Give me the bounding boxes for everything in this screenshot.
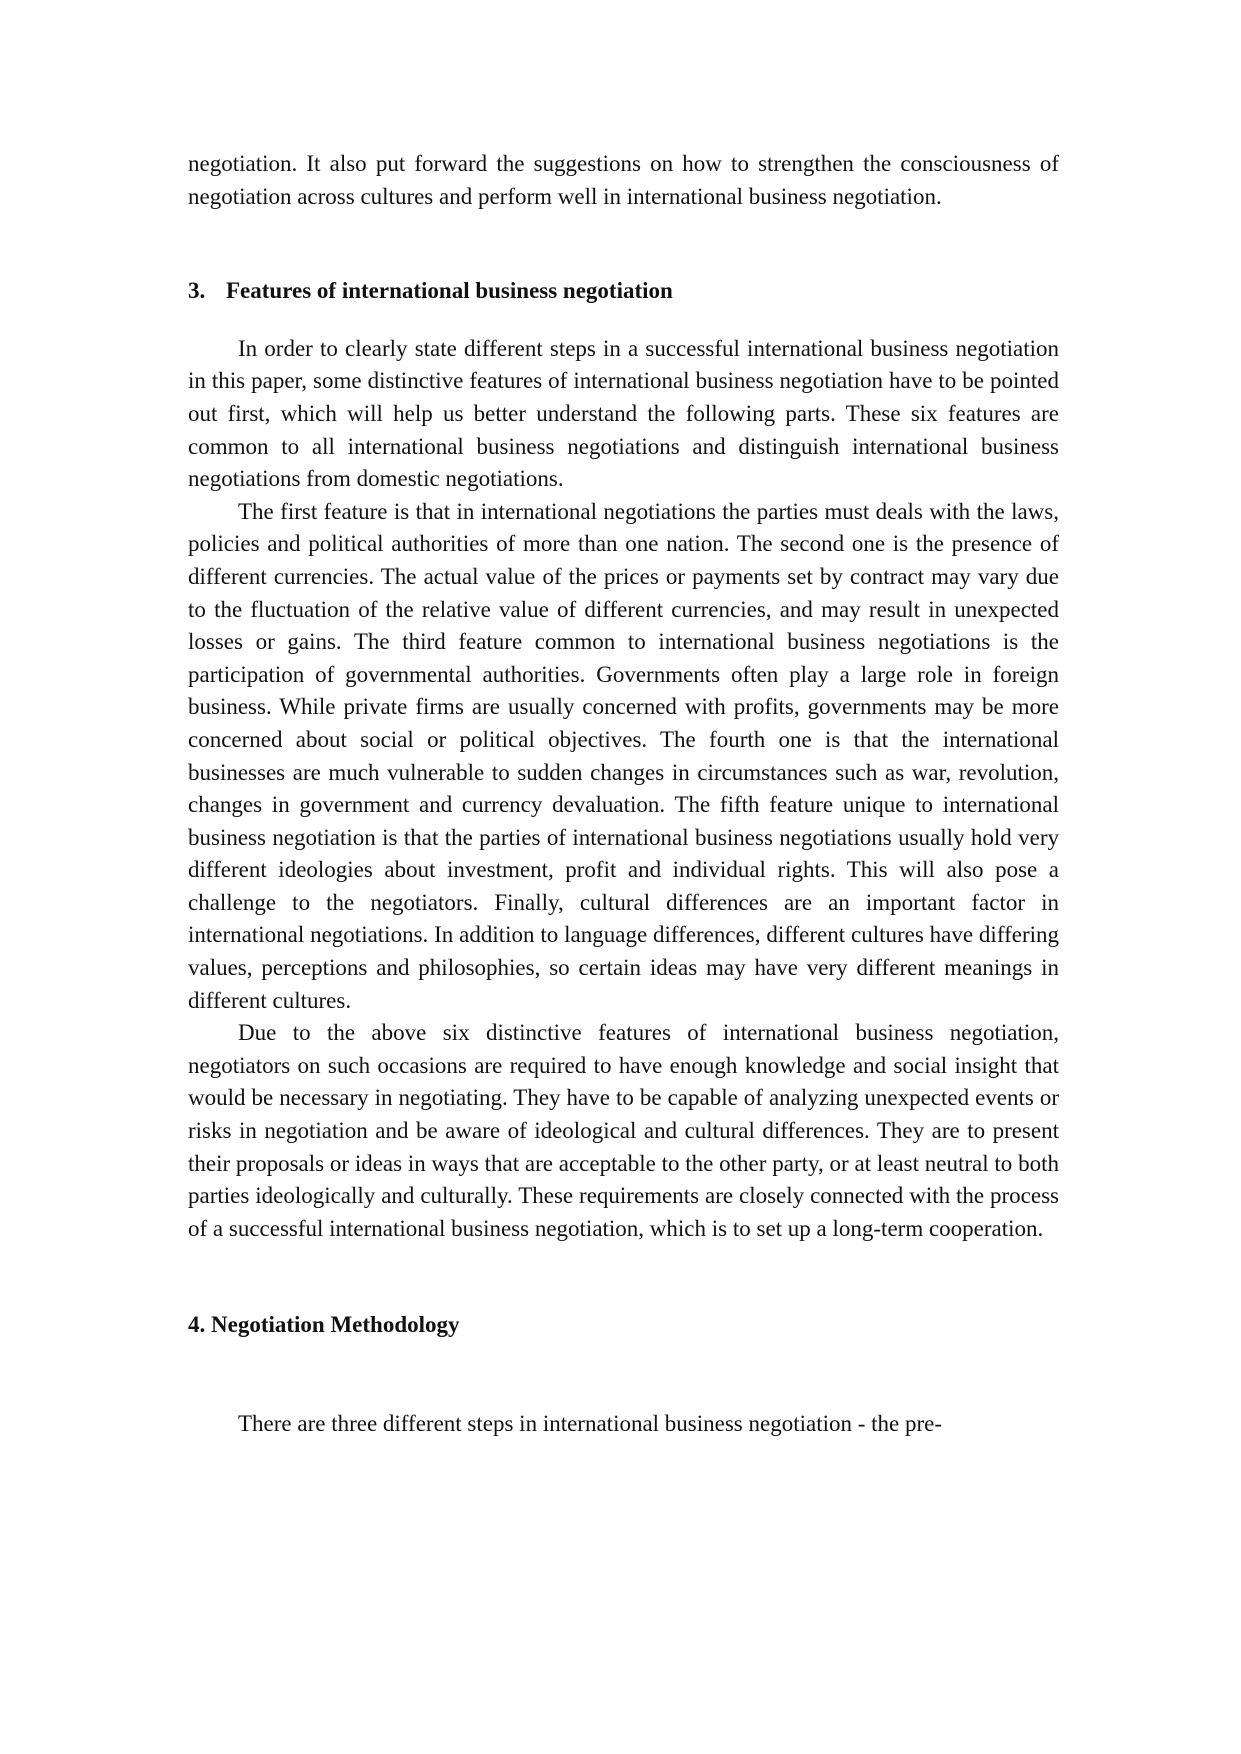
document-page	[188, 148, 1059, 1441]
section-3-title: Features of international business negotiation	[226, 278, 673, 304]
section-3-paragraph-2: The first feature is that in international negotiations the parties must deals with the laws, policies and political authorities of more than one nation. The second one is the presence of different currencies. The actual value of the prices or payments set by contract may vary due to the fluctuation of the relative value of different currencies, and may result in unexpected losses or gains. The third feature common to international business negotiations is the participation of governmental authorities. Governments often play a large role in foreign business. While private firms are usually concerned with profits, governments may be more concerned about social or political objectives. The fourth one is that the international businesses are much vulnerable to sudden changes in circumstances such as war, revolution, changes in government and currency devaluation. The fifth feature unique to international business negotiation is that the parties of international business negotiations usually hold very different ideologies about investment, profit and individual rights. This will also pose a challenge to the negotiators. Finally, cultural differences are an important factor in international negotiations. In addition to language differences, different cultures have differing values, perceptions and philosophies, so certain ideas may have very different meanings in different cultures.	[188, 498, 1059, 1013]
section-4-paragraph: There are three different steps in international business negotiation - the pre-	[238, 1411, 943, 1436]
section-3-paragraph-1: In order to clearly state different steps in a successful international business negotiation in this paper, some distinctive features of international business negotiation have to be pointed out first, which will help us better understand the following parts. These six features are common to all international business negotiations and distinguish international business negotiations from domestic negotiations.	[188, 335, 1059, 492]
section-3-paragraph-3: Due to the above six distinctive features of international business negotiation, negotiators on such occasions are required to have enough knowledge and social insight that would be necessary in negotiating. They have to be capable of analyzing unexpected events or risks in negotiation and be aware of ideological and cultural differences. They are to present their proposals or ideas in ways that are acceptable to the other party, or at least neutral to both parties ideologically and culturally. These requirements are closely connected with the process of a successful international business negotiation, which is to set up a long-term cooperation.	[188, 1020, 1059, 1241]
section-3-heading	[188, 275, 1059, 308]
intro-paragraph: negotiation. It also put forward the suggestions on how to strengthen the consciousness of negotiation across cultures and perform well in international business negotiation.	[188, 151, 1059, 209]
section-3-number: 3.	[188, 278, 206, 304]
section-4-heading: 4. Negotiation Methodology	[188, 1312, 460, 1338]
